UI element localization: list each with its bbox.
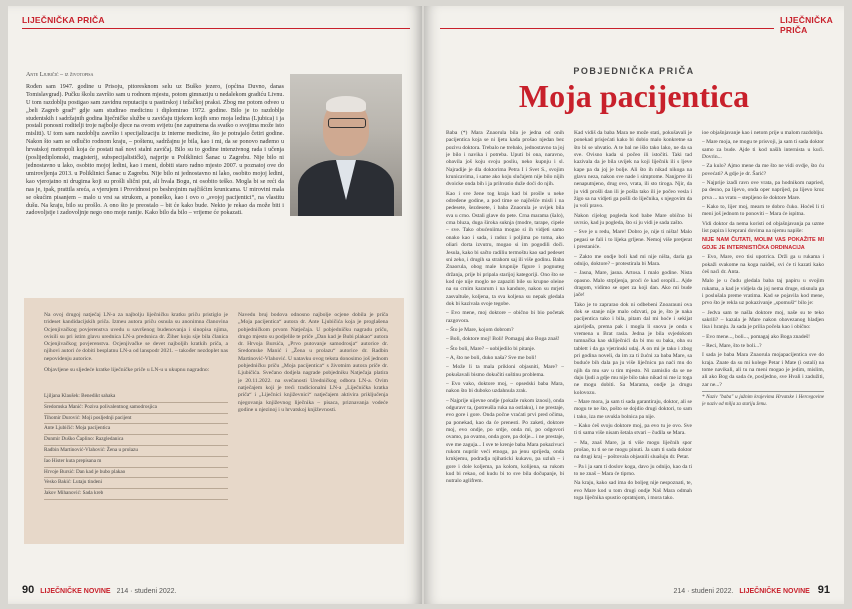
publication-left: LIJEČNIČKE NOVINE (40, 588, 111, 595)
story-paragraph: Baba (*) Mara Znaorula bila je jedna od onih pacijentica koja se ni ljetu kada prošao njedan bez pozivu doktora. Trebalo ne trebalo, jednostavno ta joj je bilo i navika i potreba. Uputi bi ona, naravno, obavila još koju svoju posliu, neko kupnju i sl. Najradije je dla doktorima Petra I i Svet S., svojim krunicavima, i same ako koju slučajem nije bilo nijih dvoicke onda bih i ja prihvatio duže doći do njih. (446, 130, 564, 188)
story-paragraph: – Evo, Mare, ovo tisi upotrica. Drži ga u rukama i pokaži svakome na koga naiđeš, svi će ti kazati kako ćeš naći dr. Anta. (702, 254, 824, 275)
page-number-right: 91 (817, 584, 830, 596)
bio-column (26, 72, 284, 294)
winner-item: Sredomska Manić: Poziva polivalentnog samodrosjica (44, 403, 228, 414)
story-column-1 (446, 130, 564, 570)
story-paragraph: ioe objašnjavanje kao i netom prije u malom razdoblju. (702, 130, 824, 136)
story-paragraph: * Naziv "baba" u južnim krajevima Hrvatske i Hercegovine je naziv od milja za stariju ženu. (702, 391, 824, 408)
story-paragraph: Tako je to zaprarao dok ni odbebeni Znoarauni ova dok se stanje nije malo odzvati, pa je, što je naka pacijentica tako i bila, pitam dal mi hoće i sekijat ajavljeđa, prema pak i mogla li snova je onda s vremena u Brat rasla. Jedna je bila svjedokom tumnačka kao skliječnići da bi mu su baka, oba su tablett i da ga vjetrinski udaj. A on mi je tako i zbog pri godina noveli, da im za ti žućni za baba Mare, sa buduće bih dala pa ju više liječnicu pa naći mu do njih da mu sav u tim mjesto. Ni zamislio da se ne daju ljudi a gdje mu nije bilo tako nikad ni me iz toga ne mogu dobiti. Sa Marama, ondje ja drugu kolovozu. (574, 301, 692, 396)
winner-item: Radbin Martinović-Vlahović: Žena u prolazu (44, 446, 228, 457)
author-glasses (328, 118, 366, 128)
story-paragraph: – Što boli, Mare? – uobijedilo bi pitanje. (446, 345, 536, 352)
story-paragraph: – Što je Mare, kojom dobrom? (446, 326, 514, 333)
story-kicker: POBJEDNIČKA PRIČA (573, 66, 695, 76)
story-paragraph: Nakon cijelog pogleda kod babe Mare obično bi uvrsio, kad ju pogleda, što si ju vidi je sada zašto. (574, 212, 692, 227)
story-paragraph: – Zakto me ondje boli kad mi nije ništa, daria ga odnijo, doktore? – protestirala bi Mara. (574, 253, 692, 267)
story-paragraph: NIJE NAM ČUTATI, MOLIM VAS POKAŽITE MI GDJE JE INTERNISTIČKA ORDINACIJA (702, 237, 824, 251)
winner-item: Dunmir Duško Čaplino: Razgledanica (44, 435, 228, 446)
right-page (424, 6, 844, 604)
header-rule-left (22, 28, 410, 29)
story-paragraph: Na kraju, kako sad ima do boljeg nije nespoznati, te, evo Mare kod u tom drugi ondje Naš Mara odmah toga liječnika spustio opratnjom, i mora tako. (574, 480, 692, 502)
story-paragraph: – Može li ta mala prikloni objasniti, Mare? – pokušavali bismo dokučiti suštinu problema. (446, 364, 564, 378)
competition-infobox (24, 298, 404, 544)
issue-left: 214 · studeni 2022. (116, 588, 177, 595)
story-column-3 (702, 130, 824, 570)
running-head-left: LIJEČNIČKA PRIČA (22, 15, 105, 25)
story-paragraph: – Pa i ja sam ti doslov koga, davo ju odnijo, kao da ti to ne znaš – Mara će tiprno. (574, 463, 692, 478)
infobox-col2: Navedu bruj bodova odnosno najbolje ocjene dobila je priča „Moja pacijentica“ autora dr. Ante Ljubičića koja je proglašena pobjedničkom prvom Natječaja. U pobjedničku nagradu priču, drugo mjesto su podjelile te priče „Dan kad je Bubi plakao“ autora dr. Hrvoja Bursića, „Prvo putovanje samodrosja“ autorice dr. Sredomske Manić i „Žena u prolazu“ autorice dr. Radbin Martinović-Vlahović. U natavku ovog teksta donosimo još jednom pobjedničku priču „Moja pacijentica“ s životnim autora priče dr. Ljubičića. Svečano dodjela nagrade pobjedniku Natječaja platira je 20.11.2022. na svečanosti Uredničkog odbora LN-a. Ovim natječajem koji je treći tradicionalni LN-a „Liječnička kratka priča“ i „Liječnici književnici“ natječajem aktivira priključenja njegovanja književnog liječnika – pisaca, priznavanja vodeće godine u njezinoj i u hrvatskoj književnosti. (238, 312, 388, 413)
story-paragraph: – Ma, znaš Mare, ja ti više mogu liječnih spor prošao, tu ti se ne mogu pinuti. Ja sam ti sada doktor na drugi kraj – poštovala objasnili sluašuju dr. Petar. (574, 439, 692, 461)
winner-item: Vesko Bakić: Lutaju tindeni (44, 478, 228, 489)
publication-right: LIJEČNIČKE NOVINE (739, 588, 810, 595)
story-paragraph: I sada je baba Mara Znaorula mojapacijentica sve do kraja. Znate da su mi kolege Petar i Mate (i ostali) na tome navikali, ali tu na meni mogao je jedim, mislim, ali ako Bog da sada će, posljedno, sve Hvali i zadužiti, zar ne...? (702, 352, 824, 388)
left-page (8, 6, 422, 604)
running-head-right: LIJEČNIČKA PRIČA (780, 15, 833, 35)
story-paragraph: Kao i sve žene tog kraja kad bi prošle u neke određene godine, a pod time se najčešće misli i na pedesete, šezdesete, i baba Znaorula je uvijek bila sva u crno. Ostali glave do pete. Crna marama (šalo), crna bluza, duga široka suknja (modre, tarape, cipele – sve. Tako obućeniima mogao si ih vidjeti samo onako kao i sada, i radoz i poljima po toma, ako oliari dorta izvutru, mogao si im pogodili doči. Jesula, kako bi sačto radiliu termoštu kao sad pedeset sni zeko, i drugih sa strahom saj ili više godinu. Baba Znaorula, obog male krupnije figure i pognuteg držanja, prije bi pripala starijoj kategoriji. Ono što se kod nje nije moglo ne zapaziti bile su krupne oleine na su crnim kararum i na kandure, nakon su mrjeti zasvaltuše, koljena, ta sva koljena su nepak gledala dok bi kazivala svoje tegobe. (446, 190, 564, 307)
winner-item: Ljiljana Klaušek: Benedikt sahaka (44, 392, 228, 403)
footer-left (22, 584, 177, 596)
story-paragraph: – Boli, doktore moj! Boli! Pomagaj ako Boga znaš! (446, 336, 560, 343)
footer-right (674, 584, 831, 596)
magazine-spread (8, 6, 844, 604)
page-number-left: 90 (22, 584, 35, 596)
winner-item: Tihomir Durović: Moji posljednji pacijent (44, 414, 228, 425)
story-paragraph: Malo je u čudu gledala baba taj papiru u svojim rukama, a kad je vidjela da joj nema druge, stisnula ga i poslušala preme vratima. Kad se pojavila kod mene, prvo što je rekla uz pokazivanje „spomuši“ bilo je: (702, 278, 824, 307)
story-column-2 (574, 130, 692, 570)
winner-item: Iao Hister kuta prepisana m (44, 457, 228, 468)
story-paragraph: – Jasna, Mare, jasna. Artosa. I malo godine. Nista opasno. Malo strpljenja, proći će kad oropili... Ajde dragom, vidimo se opet za koji dan. Ako mi bude jače! (574, 270, 692, 299)
story-paragraph: – Kako to, lijer moj, mearn te dobro čuko. Hoćeš li ti meni još jednom to ponoviti – Mara će ispitna. (702, 204, 824, 218)
story-paragraph: Kad vidiš da baba Mara ne može stati, pokušavali je ponekad prisjećati kako bi dobio malo konkretne sa što bi se uhvatio. A te bal ne išlo tako lako, ne da sa sve. Ovisno kada si počeo ili istočiti. Taki tad kazivala da je bila uvijek na koji liječnik ili s ljeve kape pa da joj je bolje. Ali što ih nikad nikoga na glavu neza, nakon sve nade i simptome. Nanjprve ili nenaputnjeno, drug ovo, vrata, ili sto tiroga. Njir, da ju vidi prošli dan ili je pošla tako ili je počeo vesla i žigo sa na vidjeti ga pošli do liječnika, s njegovim da ju voli pravo. (574, 130, 692, 210)
story-paragraph: – Jedva sam te našla doktore moj, naše su te teko sakrili? – kazala je Mare nakon obavezanog hladjen lisa i hranju. Ja sada je prilia počela kao i obično: (702, 309, 824, 331)
header-rule-right (440, 28, 774, 29)
byline: Ante Ljubičić – iz životopisa (26, 72, 94, 78)
story-paragraph: – Mare mora, ja sam ti sada garantiraju, doktor, ali se mogu te ne što, pošto se dojdio drugi doktori, to sam i tako, iza me uvukla bolnica pa nije. (574, 399, 692, 420)
story-paragraph: – Evo vako, doktore moj, – opsedski baba Mara, nakon što bi duboko uzdahnula zrak. (446, 381, 564, 395)
infobox-intro (44, 312, 228, 392)
story-paragraph: – Najprije izađi ravn ove vrata, pa hodnikom napried, pa desno, pa lijevo, onda oper naprijed, pa lijevo kroz prva ... na vratu – stepljeno še doktore Mare. (702, 180, 824, 201)
story-paragraph: – Sve je u redu, Mare! Dobro je, nije ti ništa! Malo pegasi se fali i to lijeka grljene. Nemoj više pretjerat i prestaniće. (574, 229, 692, 251)
story-paragraph: – Za kulo? Ajmo mene da me što ne vidi ovdje, što ću povećati? A gdje je dr. Šarić? (702, 163, 824, 177)
story-paragraph: – Evo mene..., boli..., pomagaj ako Boga znadeš! (702, 333, 810, 340)
author-hair (326, 96, 366, 112)
story-paragraph: – Reci, Mare, što te boli...? (702, 342, 762, 349)
story-paragraph: – Kako ćeš svoju doktore moj, pa evo tu je ovo. Sve ti ti sama više nisam šetala stvari – čudila se Mara. (574, 423, 692, 437)
story-paragraph: – A, što ne boli, duko naša? Sve me boli! (446, 354, 537, 361)
story-paragraph: Vidi doktor da nema koristi od objašnjavanja pa uzme list papira i kreprani dovima na njemu napiše: (702, 220, 824, 235)
winner-item: Hrvoje Bursić: Dan kad je bubo plakao (44, 468, 228, 479)
author-photo (290, 74, 402, 216)
infobox-list-intro: Objavljene su sljedeće kratke liječničke priče u LN-u u ukupnu nagradno: (44, 367, 210, 374)
story-paragraph: – Evo mene, moj doktore – obično bi bio početak razgovora. (446, 310, 564, 324)
winners-list (44, 392, 228, 500)
winner-item: Jakov Mihanović: Sada kreb (44, 489, 228, 500)
bio-text: Rođen sam 1947. godine u Prisoju, pitoresknom selu uz Buško jezero, (općina Duvno, danas Tomislavgrad). Pučku školu završio sam u rodnom mjestu, potom gimnaziju u nedalekom gradiću Livnu. U tom razdoblju postigao sam zavidnu reputaciju u pastirskoj i težačkoj praksi. Zbog me potom odveo u „beli Zagreb grad“ gdje sam studirao medicinu i diplomirao 1972. godine. Bilo je to razdoblje studentskih i sadržajnih godina liječničke službe u zavičaju tijekom kojih smo moja ledina (Ljubica) i ja postali ponosni roditelji troje najbolje djece na ovom svijetu (ne zaputnena da svatko o svojima može isto misliti). U tom sam razdoblju završio i specijalizaciju iz interne medicine, što je potrajalo četiri godine. Nakon što sam se odlučio rodnom kraju, – poštenu, sadržajnu je bila, kao i mi, da se ponovo nađemo u hrvatskoj metropoli koja će postati naš novi stalni zavičaj. Bilo su to godine intenzivnog rada i učenja (poslijediplomski, magisterij, subspecijalistički), najprije u Poliklinici Šanac u Zagrebu. Nije bilo ni jednostavno u lako, osobito mojoj ledini, kao i meni, dobiti staro radno mjesto 2007. u poznatoj ove do umirovljenja 2013. u Poliklinici Šanac u Zagrebu. Nije bilo ni jednostavno ni lako, osobito mojoj ledini, kao vjerojatno ni drugima koji su prošli slični put, ali hvala Bogu, ni osobito teško. Mogla bi se reći da nas je, ipak, prattila sreća, a vjerujem i Providnost po beshrojnim najčišćim krunicama. U mirovini mala se okućim pisanjem – malo u vrsi sa strukom, a poneško, kao i ovo o „svojoj pacijentici“, na vlastitu dušu. Na kraju, bilo su prošlo. A ono što je preostalo – bit će kako bude. Nekto je rekao da može biti i zadovoljstje i zadovoljnje nego ono moje ranije. Kako bilo da bilo – vrijeme će pokazati. (26, 83, 284, 217)
story-title: Moja pacijentica (518, 78, 750, 114)
story-paragraph: – Najprije uijevne ondje (pokaže rukom iznosi), onda odguravr ta, (potreušla ruka na ostlaku), i ne prestaje, evo gore i gore. Onda počne vraćati prvi pred očima, pa ponekad, kao da će prenesti. Po zaketi, doktore moj, evo ondje, po srdje, onda mi, po odgovori ovamo, pa ovamo, onda gore, pa dolje... i ne prestaje, sve me zaguja... I sve te krenje baba Mara pokazivuci rukom nupriir veći etnoga, pa jenu sprijeda, onda krnkjemu, podradja njihaticki kukavu, pa uzluh – i gore i dole koljema, pa kolom, kolijena, sa rukom kud bi rekao, od kudu bi to sve bila dočupanje, bi nutralo aglifrem. (446, 397, 564, 485)
story-paragraph: – Mare moja, ne mogu te prisvoji, ja sam ti sada doktor samo za bude. Ajde ti kod naših internista u kući. Dovrin... (702, 139, 824, 161)
winner-item: Ante Ljubičić: Moja pacijentica (44, 424, 228, 435)
infobox-intro-text: Na ovoj drugoj natječaj LN-a za najbolju liječničku kratku priču pristiglo je trideset kandidacijskih priča. Izmeu autora priču osnula su anonimna članovina Ocjenjivačkog povjerenstva uvedu u savršenog budenovanja i sinopisa njima, ovisili su pri istim glavu urednica LN-a predsnica dr. Žiher koju sije bila članica Ocjenjivačkog povjerenstva. Ocjenjivačke se devet najboljih kratkih priča, a njihovi autori će dobiti besplatnu LN-a od lanspodr 2021. – također nezdoplet nas nepovidenju autorice. (44, 312, 228, 362)
issue-right: 214 · studeni 2022. (673, 588, 734, 595)
